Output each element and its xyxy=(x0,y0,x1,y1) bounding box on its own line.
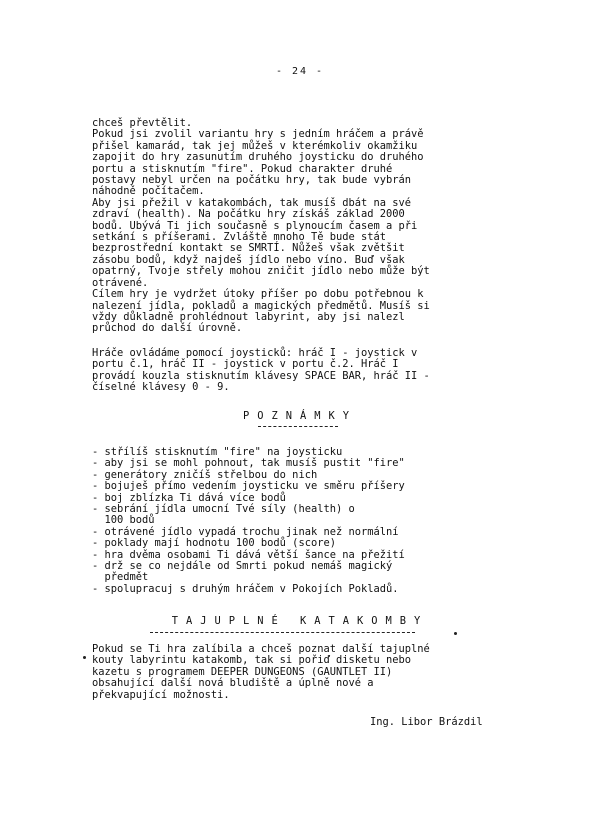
page-number: - 24 - xyxy=(275,66,325,77)
list-item: - sebrání jídla umocní Tvé síly (health) o xyxy=(92,503,355,516)
text-line: chceš převtělit. xyxy=(92,117,193,129)
text-line: Cílem hry je vydržet útoky příšer po dobu potřebnou k xyxy=(92,288,424,301)
author-signature: Ing. Libor Brázdil xyxy=(370,716,483,728)
notes-heading: POZNÁMKY xyxy=(242,410,358,422)
list-item: 100 bodů xyxy=(92,514,155,527)
list-item: - střílíš stisknutím "fire" na joysticku xyxy=(92,446,343,458)
intro-paragraphs xyxy=(92,118,510,335)
text-line: vždy důkladně prohlédnout labyrint, aby jsi nalezl xyxy=(92,310,405,323)
text-line: provádí kouzla stisknutím klávesy SPACE BAR, hráč II - xyxy=(92,369,430,382)
list-item: - aby jsi se mohl pohnout, tak musíš pustit "fire" xyxy=(92,457,405,470)
list-item: - boj zblízka Ti dává více bodů xyxy=(92,491,286,504)
text-line: obsahující další nová bludiště a úplně nové a xyxy=(92,677,374,690)
text-line: Aby jsi přežil v katakombách, tak musíš dbát na své xyxy=(92,196,412,209)
text-line: náhodně počítačem. xyxy=(92,185,205,198)
list-item: - drž se co nejdále od Smrti pokud nemáš magický xyxy=(92,560,393,573)
secret-paragraph xyxy=(92,644,510,701)
notes-heading-underline xyxy=(258,426,338,427)
notes-list xyxy=(92,447,510,595)
list-item: - poklady mají hodnotu 100 bodů (score) xyxy=(92,537,336,550)
text-line: přišel kamarád, tak jej můžeš v kterémkoliv okamžiku xyxy=(92,139,418,152)
text-line: nalezení jídla, pokladů a magických předmětů. Musíš si xyxy=(92,299,430,312)
text-line: zásobu bodů, když najdeš jídlo nebo víno. Buď však xyxy=(92,253,405,266)
text-line: zdraví (health). Na počátku hry získáš základ 2000 xyxy=(92,208,405,221)
list-item: - bojuješ přímo vedením joysticku ve směru příšery xyxy=(92,480,405,493)
text-line: Hráče ovládáme pomocí joysticků: hráč I - joystick v xyxy=(92,347,418,359)
ink-dot xyxy=(454,632,457,635)
text-line: Pokud se Ti hra zalíbila a chceš poznat další tajuplné xyxy=(92,643,430,655)
controls-paragraph xyxy=(92,348,510,394)
text-line: Pokud jsi zvolil variantu hry s jedním hráčem a právě xyxy=(92,128,424,141)
list-item: předmět xyxy=(92,571,149,584)
text-line: opatrný, Tvoje střely mohou zničit jídlo nebo může být xyxy=(92,265,430,278)
text-line: zapojit do hry zasunutím druhého joysticku do druhého xyxy=(92,151,424,164)
text-line: bezprostřední kontakt se SMRTÍ. Nůžeš však zvětšit xyxy=(92,242,405,255)
text-line: kazetu s programem DEEPER DUNGEONS (GAUNTLET II) xyxy=(92,665,393,678)
list-item: - hra dvěma osobami Ti dává větší šance na přežití xyxy=(92,548,405,561)
list-item: - otrávené jídlo vypadá trochu jinak než normální xyxy=(92,525,399,538)
text-line: portu a stisknutím "fire". Pokud charakter druhé xyxy=(92,162,393,175)
list-item: - spolupracuj s druhým hráčem v Pokojích Pokladů. xyxy=(92,582,399,595)
list-item: - generátory zničíš střelbou do nich xyxy=(92,468,318,481)
text-line: bodů. Ubývá Ti jich současně s plynoucím časem a při xyxy=(92,219,418,232)
secret-heading: TAJUPLNÉ KATAKOMBY xyxy=(171,615,429,627)
text-line: postavy nebyl určen na počátku hry, tak bude vybrán xyxy=(92,174,412,187)
text-line: otrávené. xyxy=(92,276,149,289)
text-line: překvapující možnosti. xyxy=(92,688,230,701)
text-line: číselné klávesy 0 - 9. xyxy=(92,381,230,394)
secret-heading-underline xyxy=(150,632,415,633)
ink-dot xyxy=(83,656,86,659)
text-line: průchod do další úrovně. xyxy=(92,322,243,335)
text-line: setkání s příšerami. Zvláště mnoho Tě bude stát xyxy=(92,231,387,244)
text-line: portu č.1, hráč II - joystick v portu č.2. Hráč I xyxy=(92,358,399,371)
text-line: kouty labyrintu katakomb, tak si pořiď disketu nebo xyxy=(92,654,412,667)
